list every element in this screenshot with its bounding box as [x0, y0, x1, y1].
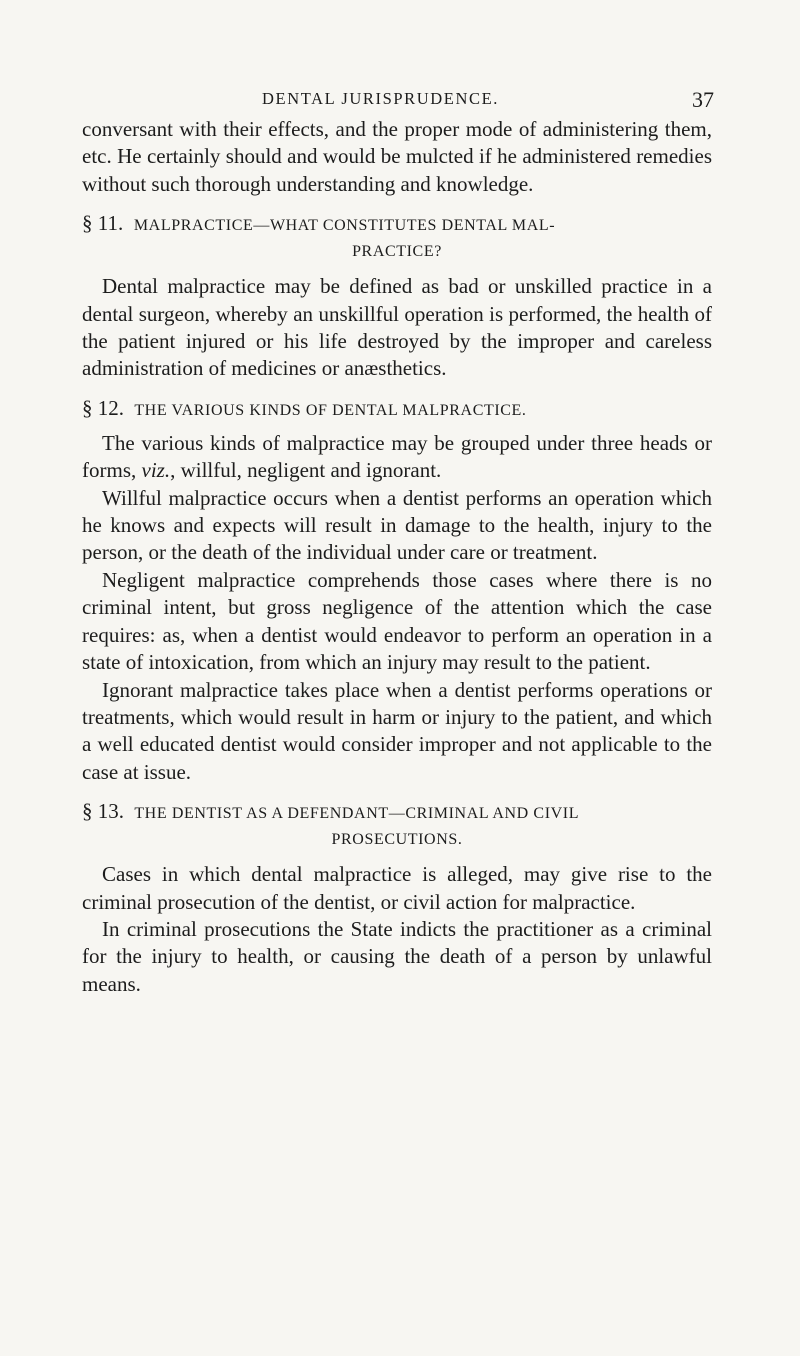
section-13-title-line1: THE DENTIST AS A DEFENDANT—CRIMINAL AND CIVIL: [134, 805, 580, 823]
book-page: [82, 84, 712, 998]
viz-abbreviation: viz.: [141, 458, 171, 483]
page-number: 37: [692, 87, 714, 112]
willful-malpractice-paragraph: Willful malpractice occurs when a dentist performs an operation which he knows and expects will result in damage to the health, injury to the person, or the death of the individual under care or treatment.: [82, 485, 712, 565]
section-12-title: THE VARIOUS KINDS OF DENTAL MALPRACTICE.: [134, 401, 527, 419]
section-11-title-line2: PRACTICE?: [352, 243, 442, 261]
section-11-heading: [82, 210, 712, 265]
running-header: [82, 84, 712, 116]
section-13-heading: [82, 798, 712, 853]
section-12-number: § 12.: [82, 395, 124, 420]
section-12-intro-before: The various kinds of malpractice may be grouped under three heads or forms,: [82, 430, 712, 483]
section-13-number: § 13.: [82, 799, 124, 824]
section-11-title-line1: MALPRACTICE—WHAT CONSTITUTES DENTAL MAL-: [133, 217, 556, 235]
section-11-number: § 11.: [82, 211, 124, 236]
ignorant-malpractice-paragraph: Ignorant malpractice takes place when a dentist performs operations or treatments, which would result in harm or injury to the patient, and which a well educated dentist would consider improper and not applicable to the case at issue.: [82, 677, 712, 784]
section-12-heading: [82, 395, 712, 424]
intro-paragraph: conversant with their effects, and the proper mode of administering them, etc. He certainly should and would be mulcted if he administered remedies without such thorough understanding and knowledge.: [82, 117, 712, 196]
section-13-paragraph-2: In criminal prosecutions the State indicts the practitioner as a criminal for the injury to health, or causing the death of a person by unlawful means.: [82, 916, 712, 996]
section-11-paragraph: Dental malpractice may be defined as bad or unskilled practice in a dental surgeon, whereby an unskillful operation is performed, the health of the patient injured or his life destroyed by the improper and careless administration of medicines or anæsthetics.: [82, 274, 712, 381]
section-12-intro-paragraph: [82, 430, 712, 485]
section-12-intro-after: , willful, negligent and ignorant.: [170, 458, 442, 483]
running-title: DENTAL JURISPRUDENCE.: [262, 89, 500, 108]
section-13-title-line2: PROSECUTIONS.: [331, 831, 463, 849]
section-13-paragraph-1: Cases in which dental malpractice is alleged, may give rise to the criminal prosecution of the dentist, or civil action for malpractice.: [82, 862, 712, 914]
negligent-malpractice-paragraph: Negligent malpractice comprehends those cases where there is no criminal intent, but gross negligence of the attention which the case requires: as, when a dentist would endeavor to perform an operation in a state of intoxication, from which an injury may result to the patient.: [82, 567, 712, 675]
